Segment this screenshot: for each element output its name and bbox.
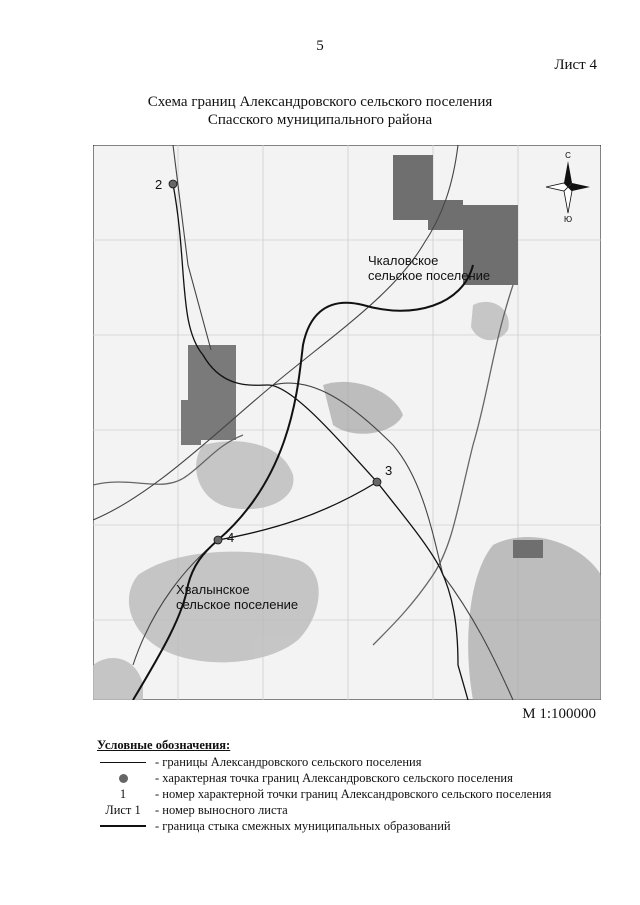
map-title [0,93,640,129]
legend-symbol-sheet: Лист 1 [105,802,141,817]
map-canvas [93,145,601,700]
legend-text-boundary: - границы Александровского сельского поселения [155,754,422,769]
label-khvalynskoe [176,582,298,612]
legend-title: Условные обозначения: [97,738,231,752]
legend-text-point: - характерная точка границ Александровского сельского поселения [155,770,513,785]
label-chkalovskoe-line2: сельское поселение [368,268,491,283]
legend-symbol-boundary-line [97,762,149,763]
legend-symbol-junction-line [97,825,149,827]
map-title-line2: Спасского муниципального района [207,112,433,128]
legend-row-boundary [97,754,617,770]
point-number-4: 4 [227,530,235,545]
page-number: 5 [316,38,324,54]
settlement-aleksandrovka [181,345,236,445]
legend-text-sheet: - номер выносного листа [155,802,288,817]
legend-text-junction: - граница стыка смежных муниципальных образований [155,818,451,833]
sheet-label: Лист 4 [554,57,597,73]
legend-row-sheet [97,802,617,818]
legend-row-point [97,770,617,786]
legend [97,738,617,834]
thin-line-icon [100,762,146,763]
point-dot-icon [119,774,128,783]
map-title-line1: Схема границ Александровского сельского поселения [147,94,493,110]
point-number-2: 2 [155,177,163,192]
boundary-point-3[interactable] [373,478,381,486]
legend-symbol-point [97,774,149,783]
compass-north-label: С [565,151,571,160]
legend-row-point-number [97,786,617,802]
label-khvalynskoe-line1: Хвалынское [176,582,250,597]
map-scale: М 1:100000 [522,706,596,722]
boundary-point-4[interactable] [214,536,222,544]
boundary-point-2[interactable] [169,180,177,188]
label-chkalovskoe [368,253,490,283]
thick-line-icon [100,825,146,827]
legend-text-point-number: - номер характерной точки границ Александровского сельского поселения [155,786,552,801]
compass-south-label: Ю [563,215,573,224]
legend-row-junction [97,818,617,834]
topographic-map[interactable] [93,145,601,700]
point-number-3: 3 [385,463,393,478]
label-chkalovskoe-line1: Чкаловское [368,253,439,268]
legend-symbol-number: 1 [119,786,127,801]
label-khvalynskoe-line2: сельское поселение [176,597,299,612]
